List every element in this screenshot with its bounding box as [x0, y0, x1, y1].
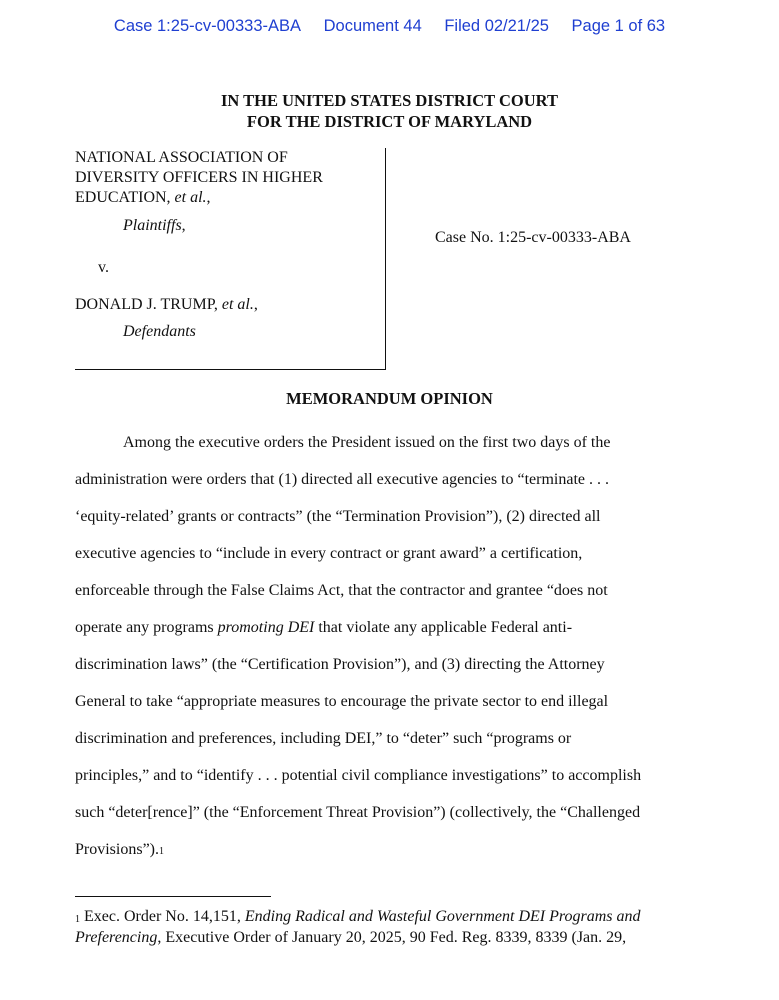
plaintiff-role: Plaintiffs,	[123, 217, 186, 234]
case-number: Case No. 1:25-cv-00333-ABA	[435, 229, 631, 246]
body-line: discrimination laws” (the “Certification Provision”), and (3) directing the Attorney	[75, 656, 605, 673]
footnote-reference[interactable]: 1	[159, 846, 164, 857]
header-filed-date: Filed 02/21/25	[444, 17, 549, 35]
footnote-number: 1	[75, 914, 80, 925]
document-header	[0, 17, 779, 36]
body-line: executive agencies to “include in every contract or grant award” a certification,	[75, 545, 583, 562]
body-line: ‘equity-related’ grants or contracts” (the “Termination Provision”), (2) directed all	[75, 508, 601, 525]
court-line-1: IN THE UNITED STATES DISTRICT COURT	[220, 91, 558, 110]
versus: v.	[98, 259, 109, 276]
case-caption	[75, 148, 386, 370]
plaintiff-name	[75, 148, 375, 208]
footnote-divider	[75, 896, 271, 897]
plaintiff-line-3-text: EDUCATION,	[75, 189, 171, 206]
court-heading	[0, 90, 779, 132]
header-document-number: Document 44	[323, 17, 422, 35]
plaintiff-line-3: EDUCATION, et al.,	[75, 189, 211, 206]
defendant-role	[123, 322, 196, 342]
footnote-title: Preferencing	[75, 929, 158, 946]
footnote-line	[75, 927, 725, 948]
body-line: discrimination and preferences, including DEI,” to “deter” such “programs or	[75, 730, 572, 747]
plaintiff-role-text: Plaintiffs	[123, 217, 182, 234]
body-line-part: Provisions”).	[75, 841, 159, 858]
body-line: Among the executive orders the President issued on the first two days of the	[123, 434, 611, 451]
body-line-part: operate any programs	[75, 619, 218, 636]
plaintiff-line-2: DIVERSITY OFFICERS IN HIGHER	[75, 169, 323, 186]
footnote-text: Exec. Order No. 14,151,	[80, 908, 245, 925]
opinion-body	[75, 424, 715, 868]
footnote-line	[75, 906, 725, 927]
memorandum-title: MEMORANDUM OPINION	[286, 389, 493, 408]
body-line-part: that violate any applicable Federal anti-	[314, 619, 573, 636]
body-line	[75, 609, 715, 646]
footnote	[75, 906, 725, 948]
body-line-italic: promoting DEI	[217, 619, 315, 636]
body-line: General to take “appropriate measures to encourage the private sector to end illegal	[75, 693, 609, 710]
body-line: administration were orders that (1) directed all executive agencies to “terminate . . .	[75, 471, 609, 488]
plaintiff-et-al: et al.	[174, 189, 207, 206]
plaintiff-line-1: NATIONAL ASSOCIATION OF	[75, 149, 288, 166]
court-line-2: FOR THE DISTRICT OF MARYLAND	[246, 112, 533, 131]
defendant-name-text: DONALD J. TRUMP,	[75, 296, 218, 313]
body-line: such “deter[rence]” (the “Enforcement Threat Provision”) (collectively, the “Challenged	[75, 804, 641, 821]
header-page-number: Page 1 of 63	[571, 17, 666, 35]
body-line	[75, 831, 715, 868]
header-case-number: Case 1:25-cv-00333-ABA	[113, 17, 302, 35]
body-line: principles,” and to “identify . . . potential civil compliance investigations” to accomplish	[75, 767, 642, 784]
defendant-name: DONALD J. TRUMP, et al.,	[75, 296, 258, 313]
defendant-et-al: et al.	[221, 296, 254, 313]
defendant-role-text: Defendants	[123, 323, 196, 340]
footnote-title: Ending Radical and Wasteful Government DEI Programs and	[244, 908, 641, 925]
body-line: enforceable through the False Claims Act, that the contractor and grantee “does not	[75, 582, 608, 599]
footnote-text: , Executive Order of January 20, 2025, 90 Fed. Reg. 8339, 8339 (Jan. 29,	[157, 929, 627, 946]
